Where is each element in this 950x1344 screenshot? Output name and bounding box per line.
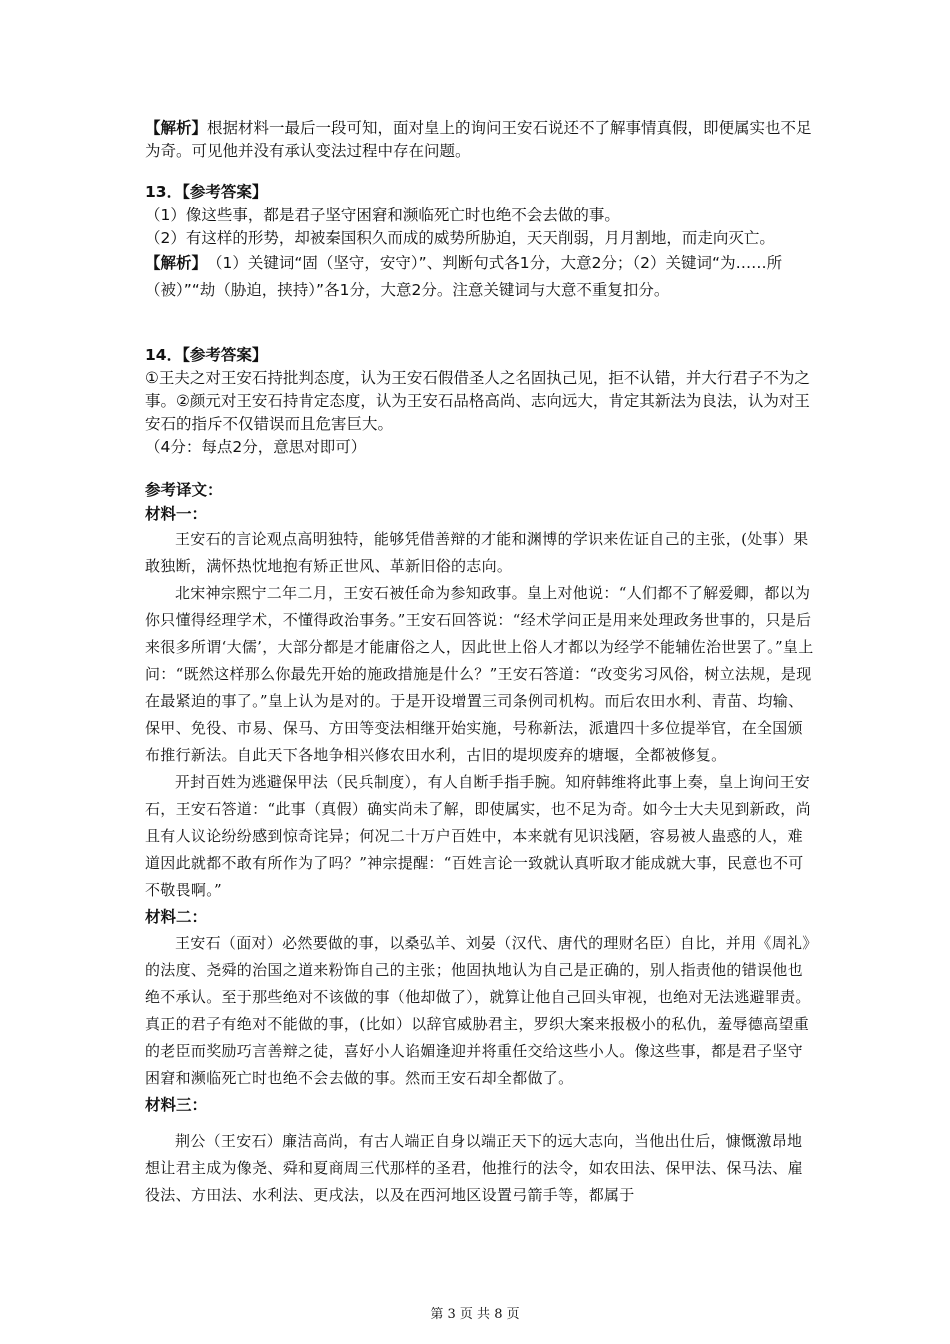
q13-answer-1: （1）像这些事，都是君子坚守困窘和濒临死亡时也绝不会去做的事。	[145, 206, 620, 224]
material-3-title: 材料三：	[145, 1096, 208, 1114]
material-1-paragraph: 开封百姓为逃避保甲法（民兵制度），有人自断手指手腕。知府韩维将此事上奏，皇上询问王安石，王安石答道：“此事（真假）确实尚未了解，即使属实，也不足为奇。如今士大夫见到新政，尚且有人议论纷纷感到惊奇诧异；何况二十万户百姓中，本来就有见识浅陋，容易被人蛊惑的人，难道因此就都不敢有所作为了吗？”神宗提醒：“百姓言论一致就认真听取才能成就大事，民意也不可不敬畏啊。”	[145, 773, 811, 899]
material-2-title: 材料二：	[145, 908, 208, 926]
translation-section	[145, 478, 815, 1209]
q13-answer-2: （2）有这样的形势，却被秦国积久而成的威势所胁迫，天天削弱，月月割地，而走向灭亡。	[145, 229, 775, 247]
material-2-paragraph: 王安石（面对）必然要做的事，以桑弘羊、刘晏（汉代、唐代的理财名臣）自比，并用《周礼》的法度、尧舜的治国之道来粉饰自己的主张；他固执地认为自己是正确的，别人指责他的错误他也绝不承认。至于那些绝对不该做的事（他却做了），就算让他自己回头审视，也绝对无法逃避罪责。真正的君子有绝对不能做的事，(比如）以辞官威胁君主，罗织大案来报极小的私仇，羞辱德高望重的老臣而奖励巧言善辩之徒，喜好小人谄媚逢迎并将重任交给这些小人。像这些事，都是君子坚守困窘和濒临死亡时也绝不会去做的事。然而王安石却全都做了。	[145, 934, 811, 1087]
analysis-text: 根据材料一最后一段可知，面对皇上的询问王安石说还不了解事情真假，即便属实也不足为奇。可见他并没有承认变法过程中存在问题。	[145, 119, 812, 160]
material-1-paragraph: 王安石的言论观点高明独特，能够凭借善辩的才能和渊博的学识来佐证自己的主张，(处事）果敢独断，满怀热忱地抱有矫正世风、革新旧俗的志向。	[145, 530, 809, 575]
q13-analysis-label: 【解析】	[145, 254, 200, 272]
page-footer: 第 3 页 共 8 页	[430, 1307, 520, 1322]
q13-analysis-text: （1）关键词“固（坚守，安守）”、判断句式各1分，大意2分；（2）关键词“为……所（被）”“劫（胁迫，挟持）”各1分，大意2分。注意关键词与大意不重复扣分。	[145, 254, 783, 299]
q13-header: 13．【参考答案】	[145, 183, 268, 201]
material-1-paragraph: 北宋神宗熙宁二年二月，王安石被任命为参知政事。皇上对他说：“人们都不了解爱卿，都以为你只懂得经理学术，不懂得政治事务。”王安石回答说：“经术学问正是用来处理政务世事的，只是后来很多所谓‘大儒’，大部分都是才能庸俗之人，因此世上俗人才都以为经学不能辅佐治世罢了。”皇上问：“既然这样那么你最先开始的施政措施是什么？”王安石答道：“改变劣习风俗，树立法规，是现在最紧迫的事了。”皇上认为是对的。于是开设增置三司条例司机构。而后农田水利、青苗、均输、保甲、免役、市易、保马、方田等变法相继开始实施，号称新法，派遣四十多位提举官，在全国颁布推行新法。自此天下各地争相兴修农田水利，古旧的堤坝废弃的塘堰，全都被修复。	[145, 584, 814, 764]
q14-header: 14．【参考答案】	[145, 346, 268, 364]
translation-title: 参考译文：	[145, 481, 223, 499]
material-1-title: 材料一：	[145, 505, 208, 523]
question-14-block	[145, 344, 815, 459]
question-13-block	[145, 181, 815, 304]
q14-answer: ①王夫之对王安石持批判态度，认为王安石假借圣人之名固执己见，拒不认错，并大行君子不为之事。②颜元对王安石持肯定态度，认为王安石品格高尚、志向远大，肯定其新法为良法，认为对王安石的指斥不仅错误而且危害巨大。	[145, 369, 810, 433]
material-3-paragraph: 荆公（王安石）廉洁高尚，有古人端正自身以端正天下的远大志向，当他出仕后，慷慨激昂地想让君主成为像尧、舜和夏商周三代那样的圣君，他推行的法令，如农田法、保甲法、保马法、雇役法、方田法、水利法、更戌法，以及在西河地区设置弓箭手等，都属于	[145, 1132, 803, 1204]
analysis-label: 【解析】	[145, 119, 208, 137]
q14-score-note: （4分：每点2分，意思对即可）	[145, 438, 367, 456]
analysis-q12	[145, 117, 815, 163]
